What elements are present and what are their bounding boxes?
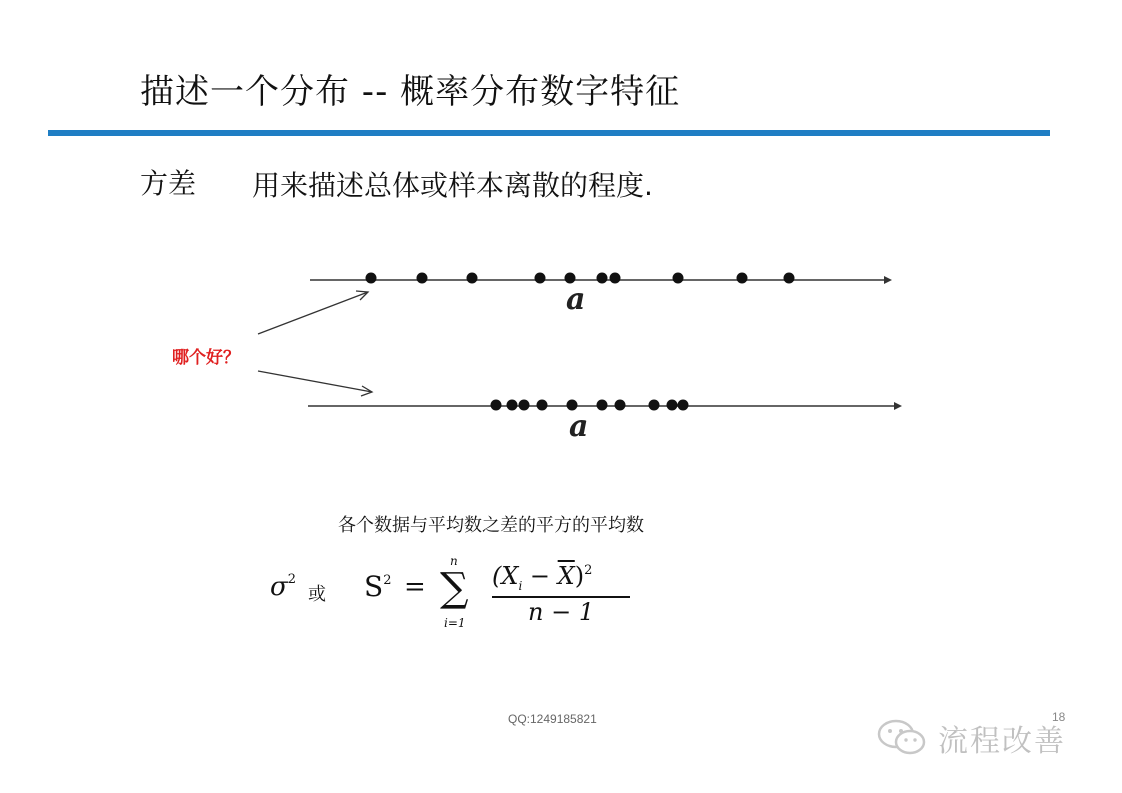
dot <box>467 273 478 284</box>
or-text: 或 <box>308 584 326 605</box>
dot <box>597 400 608 411</box>
wechat-icon <box>876 718 930 758</box>
dot <box>673 273 684 284</box>
sigma-symbol: $\sigma^2$ <box>270 572 297 602</box>
dot <box>535 273 546 284</box>
mean-label-wide: a <box>566 282 586 317</box>
term-label: 方差 <box>140 167 197 200</box>
sum-upper: n <box>450 554 458 568</box>
dot <box>507 400 518 411</box>
arrow-icon <box>894 402 902 410</box>
s-symbol: $S^2$ <box>364 570 392 603</box>
dot <box>667 400 678 411</box>
question-label: 哪个好？ <box>172 348 240 368</box>
dot <box>597 273 608 284</box>
formula-caption: 各个数据与平均数之差的平方的平均数 <box>338 515 644 536</box>
arrow-icon <box>884 276 892 284</box>
sum-symbol: ∑ <box>440 565 469 611</box>
dot <box>737 273 748 284</box>
dot <box>678 400 689 411</box>
mean-label-narrow: a <box>569 409 589 444</box>
watermark-text: 流程改善 <box>938 724 1066 759</box>
variance-formula <box>266 554 646 634</box>
dot <box>417 273 428 284</box>
dot <box>366 273 377 284</box>
sum-lower: i=1 <box>444 616 466 630</box>
page-number: 18 <box>1052 710 1066 724</box>
term-description: 用来描述总体或样本离散的程度. <box>252 169 653 202</box>
dot <box>615 400 626 411</box>
dot <box>784 273 795 284</box>
footer-qq: QQ:1249185821 <box>508 712 597 726</box>
dot <box>537 400 548 411</box>
dot <box>649 400 660 411</box>
pointer-arrow-bottom <box>258 371 372 392</box>
pointer-arrow-top <box>258 292 368 334</box>
denominator: n − 1 <box>528 598 595 626</box>
dot <box>519 400 530 411</box>
slide-title: 描述一个分布 -- 概率分布数字特征 <box>140 72 681 112</box>
equals-sign: = <box>404 572 426 602</box>
dot <box>491 400 502 411</box>
dot <box>610 273 621 284</box>
watermark <box>876 716 1066 760</box>
numerator: $(X_i - \overline{X})^2$ <box>492 562 593 593</box>
